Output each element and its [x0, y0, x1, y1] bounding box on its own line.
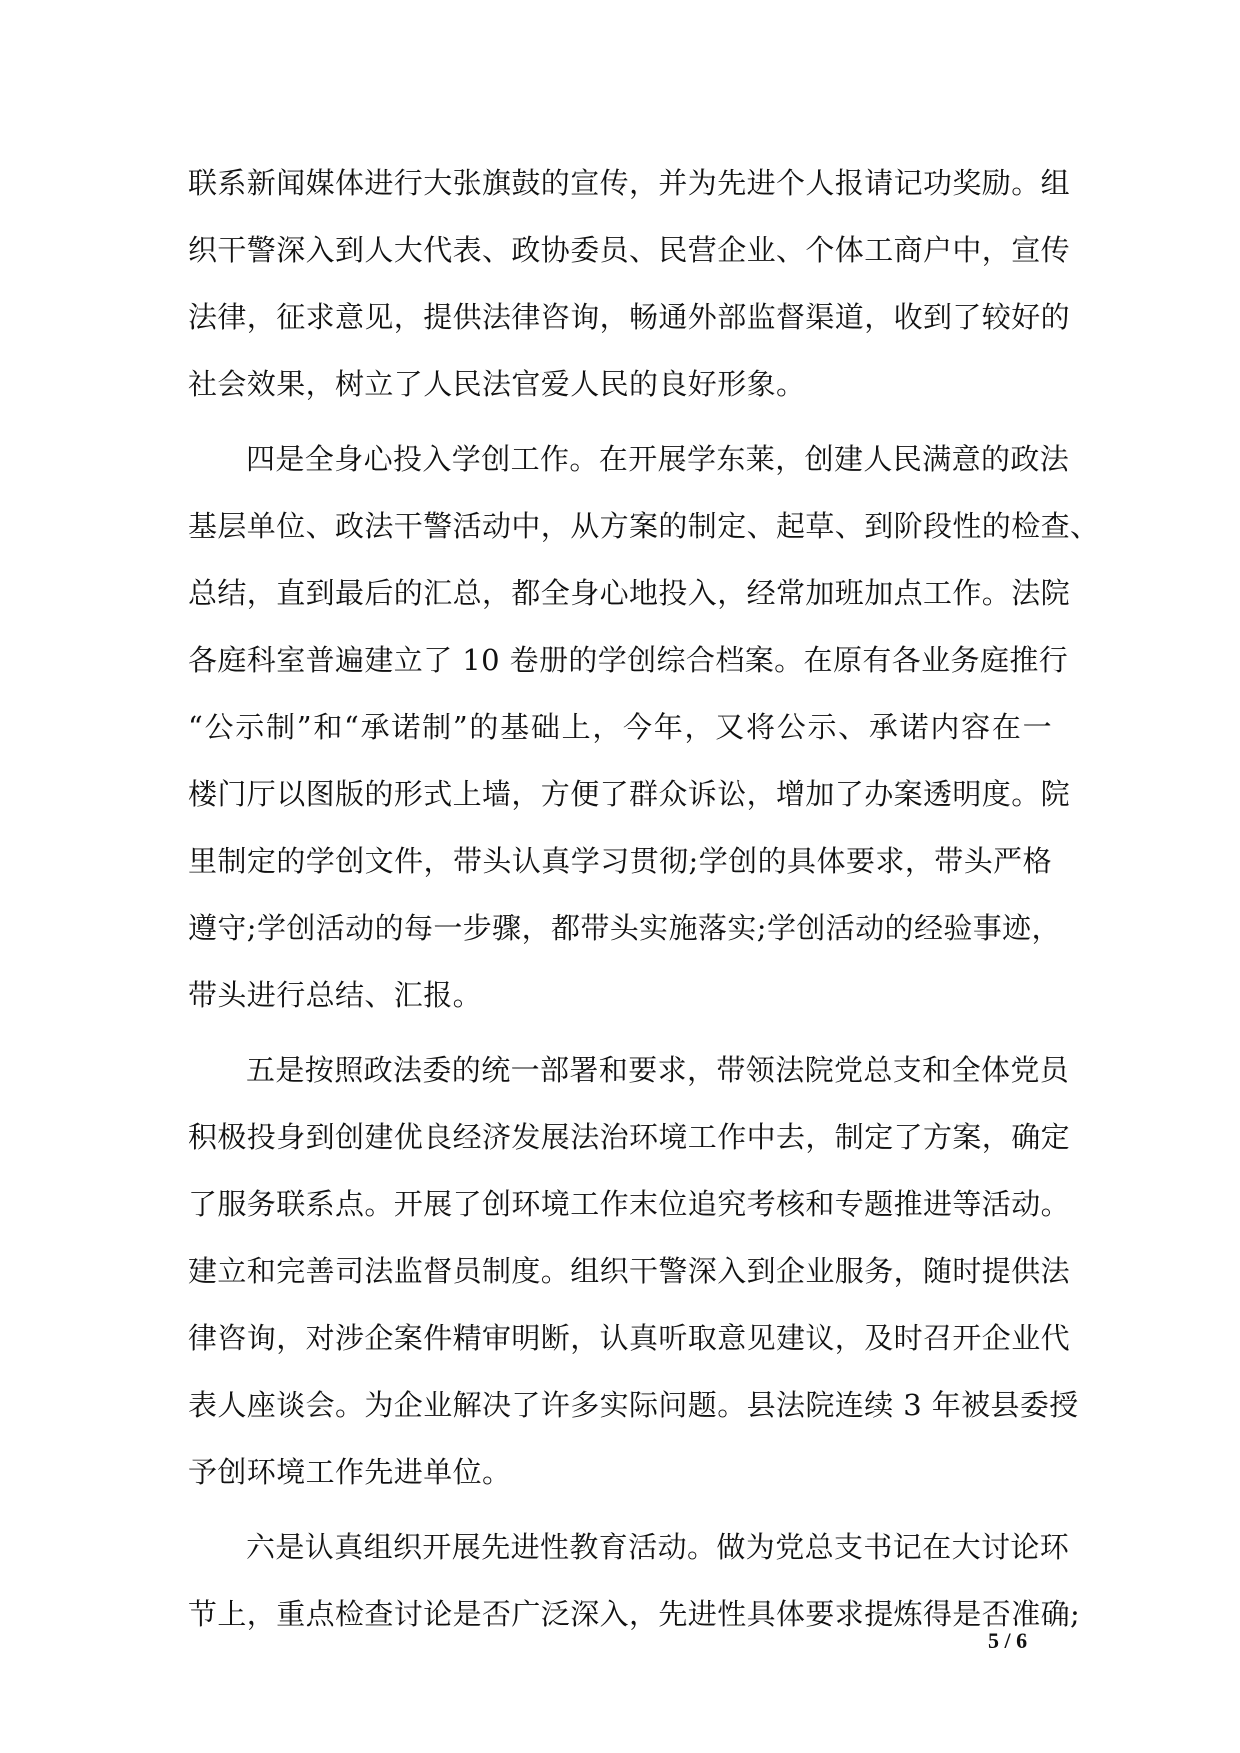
paragraph-line: 联系新闻媒体进行大张旗鼓的宣传，并为先进个人报请记功奖励。组 — [188, 166, 1071, 200]
paragraph-3 — [188, 1037, 1079, 1506]
paragraph-line: 总结，直到最后的汇总，都全身心地投入，经常加班加点工作。法院 — [188, 576, 1071, 610]
paragraph-line: 了服务联系点。开展了创环境工作末位追究考核和专题推进等活动。 — [188, 1187, 1071, 1221]
paragraph-line: 各庭科室普遍建立了 10 卷册的学创综合档案。在原有各业务庭推行 — [188, 643, 1069, 677]
paragraph-line: 六是认真组织开展先进性教育活动。做为党总支书记在大讨论环 — [246, 1530, 1070, 1564]
paragraph-line: 社会效果，树立了人民法官爱人民的良好形象。 — [188, 367, 806, 401]
paragraph-line: “公示制”和“承诺制”的基础上，今年，又将公示、承诺内容在一 — [188, 710, 1052, 744]
paragraph-4 — [188, 1514, 1081, 1648]
paragraph-line: 织干警深入到人大代表、政协委员、民营企业、个体工商户中，宣传 — [188, 233, 1071, 267]
paragraph-line: 予创环境工作先进单位。 — [188, 1455, 512, 1489]
paragraph-line: 律咨询，对涉企案件精审明断，认真听取意见建议，及时召开企业代 — [188, 1321, 1071, 1355]
paragraph-line: 表人座谈会。为企业解决了许多实际问题。县法院连续 3 年被县委授 — [188, 1388, 1079, 1422]
paragraph-line: 带头进行总结、汇报。 — [188, 978, 483, 1012]
paragraph-line: 建立和完善司法监督员制度。组织干警深入到企业服务，随时提供法 — [188, 1254, 1071, 1288]
body-text — [188, 150, 1100, 1648]
page-number: 5 / 6 — [988, 1628, 1028, 1653]
paragraph-line: 里制定的学创文件，带头认真学习贯彻;学创的具体要求，带头严格 — [188, 844, 1052, 878]
paragraph-line: 遵守;学创活动的每一步骤，都带头实施落实;学创活动的经验事迹， — [188, 911, 1061, 945]
paragraph-1 — [188, 150, 1071, 418]
paragraph-2 — [188, 426, 1100, 1029]
paragraph-line: 楼门厅以图版的形式上墙，方便了群众诉讼，增加了办案透明度。院 — [188, 777, 1071, 811]
paragraph-line: 五是按照政法委的统一部署和要求，带领法院党总支和全体党员 — [246, 1053, 1070, 1087]
paragraph-line: 积极投身到创建优良经济发展法治环境工作中去，制定了方案，确定 — [188, 1120, 1071, 1154]
paragraph-line: 四是全身心投入学创工作。在开展学东莱，创建人民满意的政法 — [246, 442, 1070, 476]
paragraph-line: 节上，重点检查讨论是否广泛深入，先进性具体要求提炼得是否准确; — [188, 1597, 1081, 1631]
paragraph-line: 基层单位、政法干警活动中，从方案的制定、起草、到阶段性的检查、 — [188, 509, 1100, 543]
paragraph-line: 法律，征求意见，提供法律咨询，畅通外部监督渠道，收到了较好的 — [188, 300, 1071, 334]
